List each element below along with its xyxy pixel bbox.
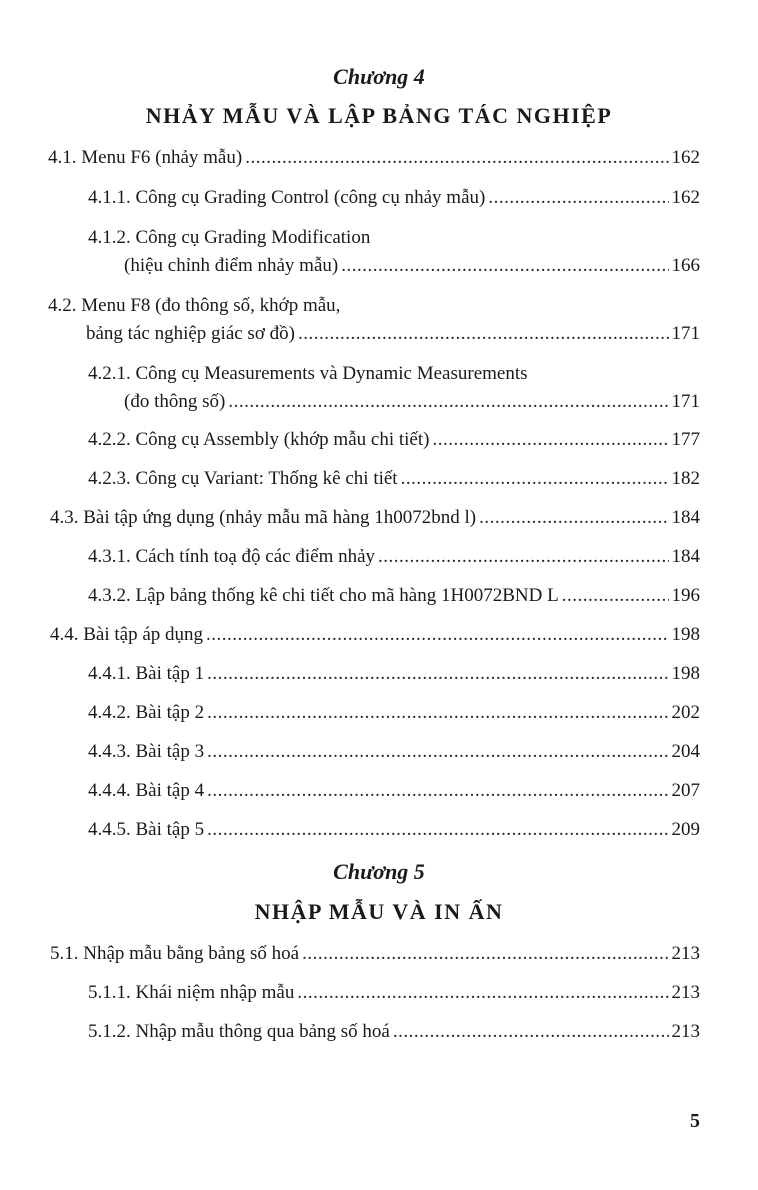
page-number: 5 [690, 1110, 700, 1132]
dot-leader [302, 940, 668, 968]
entry-title: (hiệu chỉnh điểm nhảy mẫu) [124, 255, 339, 276]
toc-entry-5-1-2[interactable] [88, 1018, 700, 1046]
dot-leader [206, 621, 668, 649]
entry-title: (đo thông số) [124, 391, 226, 412]
toc-entry-4-1-1[interactable] [88, 184, 700, 212]
entry-page: 184 [671, 546, 700, 567]
entry-page: 202 [671, 702, 700, 723]
entry-page: 213 [671, 1021, 700, 1042]
toc-entry-4-4-4[interactable] [88, 777, 700, 805]
entry-page: 177 [671, 429, 700, 450]
entry-title: 4.2.3. Công cụ Variant: Thống kê chi tiết [88, 468, 398, 489]
entry-page: 184 [671, 507, 700, 528]
toc-entry-4-2-1[interactable] [124, 388, 700, 416]
entry-title: 4.3.2. Lập bảng thống kê chi tiết cho mã hàng 1H0072BND L [88, 585, 559, 606]
dot-leader [562, 582, 669, 610]
entry-title: 4.4.4. Bài tập 4 [88, 780, 205, 801]
dot-leader [297, 979, 668, 1007]
toc-entry-4-3[interactable] [50, 504, 700, 532]
entry-title: 4.1.1. Công cụ Grading Control (công cụ nhảy mẫu) [88, 187, 486, 208]
toc-entry-4-2-2[interactable] [88, 426, 700, 454]
entry-page: 166 [671, 255, 700, 276]
dot-leader [207, 816, 668, 844]
dot-leader [207, 699, 668, 727]
toc-entry-4-4-2[interactable] [88, 699, 700, 727]
entry-page: 198 [671, 624, 700, 645]
entry-title: 4.3.1. Cách tính toạ độ các điểm nhảy [88, 546, 376, 567]
entry-title: bảng tác nghiệp giác sơ đồ) [86, 323, 295, 344]
entry-page: 182 [671, 468, 700, 489]
dot-leader [207, 660, 668, 688]
entry-page: 196 [671, 585, 700, 606]
entry-title: 4.4. Bài tập áp dụng [50, 624, 204, 645]
chapter-5-title: NHẬP MẪU VÀ IN ẤN [254, 899, 504, 924]
toc-entry-4-2-3[interactable] [88, 465, 700, 493]
toc-entry-4-1[interactable] [48, 144, 700, 172]
toc-entry-4-2-line1[interactable]: 4.2. Menu F8 (đo thông số, khớp mẫu, [48, 295, 341, 316]
dot-leader [479, 504, 668, 532]
chapter-5-label: Chương 5 [333, 859, 425, 884]
entry-title: 5.1.1. Khái niệm nhập mẫu [88, 982, 295, 1003]
toc-entry-4-3-2[interactable] [88, 582, 700, 610]
toc-entry-4-2-1-line1[interactable]: 4.2.1. Công cụ Measurements và Dynamic Measurements [88, 363, 528, 384]
entry-title: 5.1.2. Nhập mẫu thông qua bảng số hoá [88, 1021, 390, 1042]
dot-leader [488, 184, 668, 212]
entry-title: 5.1. Nhập mẫu bằng bảng số hoá [50, 943, 300, 964]
entry-page: 207 [671, 780, 700, 801]
toc-entry-4-4-5[interactable] [88, 816, 700, 844]
dot-leader [298, 320, 669, 348]
entry-page: 171 [671, 391, 700, 412]
dot-leader [378, 543, 668, 571]
entry-page: 209 [671, 819, 700, 840]
toc-entry-5-1[interactable] [50, 940, 700, 968]
entry-title: 4.4.3. Bài tập 3 [88, 741, 205, 762]
toc-entry-4-4-1[interactable] [88, 660, 700, 688]
toc-entry-4-3-1[interactable] [88, 543, 700, 571]
entry-page: 213 [671, 943, 700, 964]
entry-page: 162 [671, 187, 700, 208]
entry-page: 171 [671, 323, 700, 344]
entry-title: 4.4.1. Bài tập 1 [88, 663, 205, 684]
dot-leader [341, 252, 668, 280]
dot-leader [207, 777, 668, 805]
chapter-4-title: NHẢY MẪU VÀ LẬP BẢNG TÁC NGHIỆP [145, 103, 613, 128]
entry-title: 4.4.2. Bài tập 2 [88, 702, 205, 723]
dot-leader [228, 388, 668, 416]
dot-leader [393, 1018, 669, 1046]
entry-page: 198 [671, 663, 700, 684]
entry-title: 4.1. Menu F6 (nhảy mẫu) [48, 147, 243, 168]
dot-leader [207, 738, 668, 766]
toc-entry-4-1-2[interactable] [124, 252, 700, 280]
entry-title: 4.4.5. Bài tập 5 [88, 819, 205, 840]
entry-page: 162 [671, 147, 700, 168]
entry-page: 204 [671, 741, 700, 762]
toc-entry-5-1-1[interactable] [88, 979, 700, 1007]
chapter-4-label: Chương 4 [333, 64, 425, 89]
dot-leader [401, 465, 669, 493]
toc-entry-4-4[interactable] [50, 621, 700, 649]
dot-leader [432, 426, 668, 454]
entry-title: 4.2.2. Công cụ Assembly (khớp mẫu chi tiết) [88, 429, 430, 450]
entry-title: 4.3. Bài tập ứng dụng (nhảy mẫu mã hàng 1h0072bnd l) [50, 507, 477, 528]
toc-entry-4-4-3[interactable] [88, 738, 700, 766]
toc-entry-4-2[interactable] [86, 320, 700, 348]
entry-page: 213 [671, 982, 700, 1003]
dot-leader [245, 144, 668, 172]
toc-entry-4-1-2-line1[interactable]: 4.1.2. Công cụ Grading Modification [88, 227, 371, 248]
